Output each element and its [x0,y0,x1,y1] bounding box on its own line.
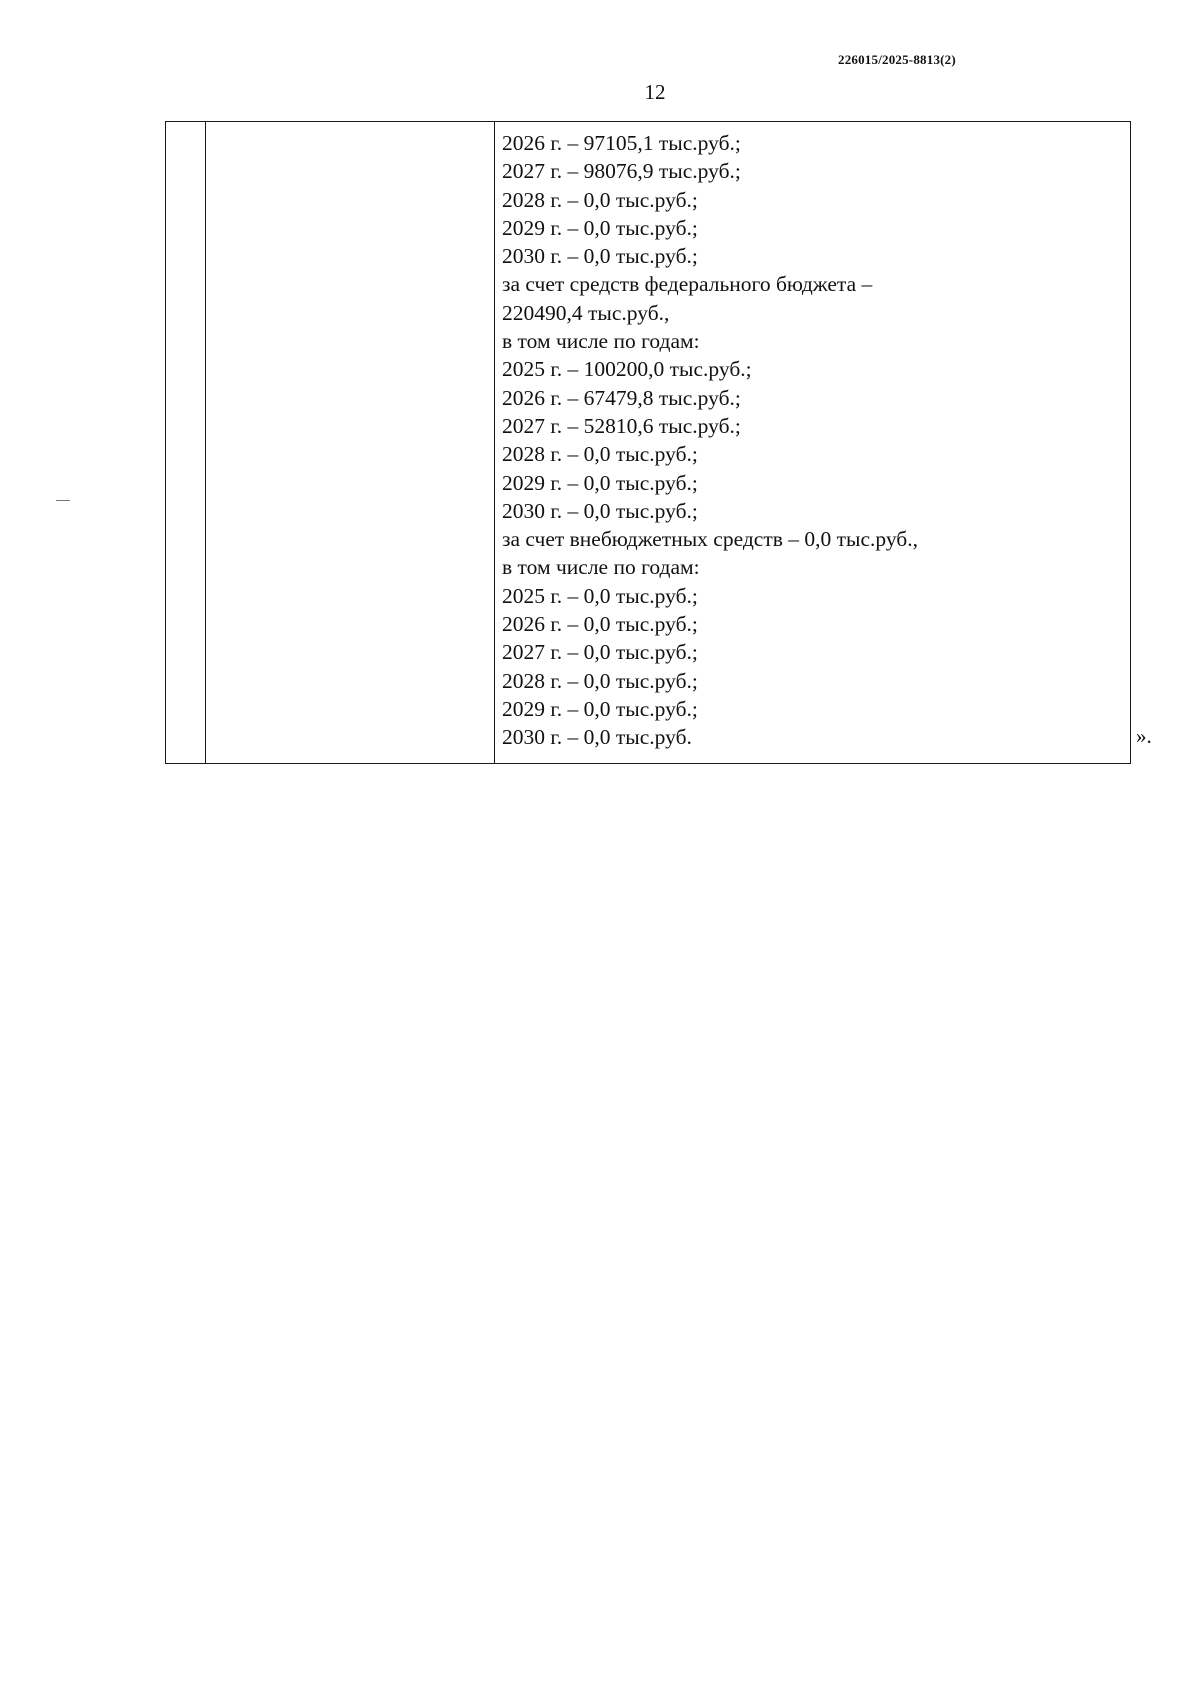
funding-breakdown-label: в том числе по годам: [502,329,700,354]
funding-line: 2027 г. – 52810,6 тыс.руб.; [502,413,741,438]
closing-quote-mark: ». [1136,724,1152,748]
funding-line: 2028 г. – 0,0 тыс.руб.; [502,442,698,467]
funding-amounts-cell [502,129,1122,752]
document-registration-number: 226015/2025-8813(2) [838,52,956,67]
funding-line: 2027 г. – 0,0 тыс.руб.; [502,640,698,665]
funding-breakdown-label: в том числе по годам: [502,555,700,580]
funding-line: 2027 г. – 98076,9 тыс.руб.; [502,159,741,184]
funding-line: 2030 г. – 0,0 тыс.руб.; [502,498,698,523]
funding-line: 2026 г. – 97105,1 тыс.руб.; [502,131,741,155]
funding-line: 2030 г. – 0,0 тыс.руб.; [502,244,698,269]
funding-line: 2026 г. – 67479,8 тыс.руб.; [502,385,741,410]
funding-line: 2029 г. – 0,0 тыс.руб.; [502,470,698,495]
funding-line: 2028 г. – 0,0 тыс.руб.; [502,187,698,212]
scan-artifact-mark [56,500,70,501]
funding-line: 2025 г. – 100200,0 тыс.руб.; [502,357,752,382]
table-column-divider [494,122,495,763]
funding-line: 2029 г. – 0,0 тыс.руб.; [502,696,698,721]
page-number: 12 [644,80,666,104]
funding-source-total: 220490,4 тыс.руб., [502,300,670,325]
funding-source-heading: за счет внебюджетных средств – 0,0 тыс.руб., [502,527,918,552]
funding-table [165,121,1131,764]
funding-line: 2026 г. – 0,0 тыс.руб.; [502,612,698,637]
funding-source-heading: за счет средств федерального бюджета – [502,272,873,297]
funding-line: 2028 г. – 0,0 тыс.руб.; [502,668,698,693]
funding-line: 2029 г. – 0,0 тыс.руб.; [502,215,698,240]
funding-line: 2030 г. – 0,0 тыс.руб. [502,725,692,750]
table-column-divider [205,122,206,763]
funding-line: 2025 г. – 0,0 тыс.руб.; [502,583,698,608]
